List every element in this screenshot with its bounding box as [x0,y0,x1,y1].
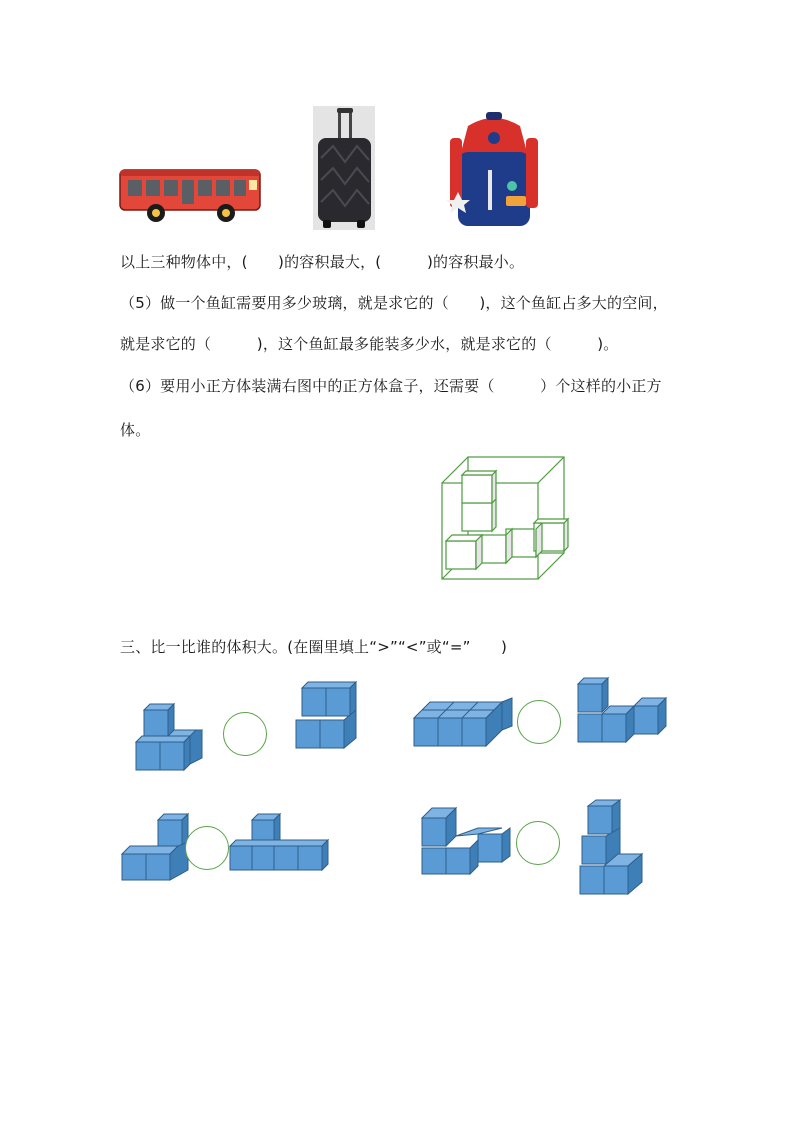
cube-figure-3-left [120,810,192,882]
question-volume-compare: 以上三种物体中，( )的容积最大，( )的容积最小。 [120,253,525,271]
question-6-line-2: 体。 [120,421,151,439]
cube-figure-2-right [574,672,668,744]
question-5-line-1: （5）做一个鱼缸需要用多少玻璃，就是求它的（ )，这个鱼缸占多大的空间， [120,294,668,312]
question-6-line-1: （6）要用小正方体装满右图中的正方体盒子，还需要（ ）个这样的小正方 [120,377,662,395]
compare-circle-1[interactable] [223,712,267,756]
section-3-title: 三、比一比谁的体积大。(在圈里填上“>”“<”或“=” ) [120,638,508,656]
question-5-line-2: 就是求它的（ )，这个鱼缸最多能装多少水，就是求它的（ )。 [120,335,619,353]
suitcase-photo [313,106,375,230]
bus-illustration [118,166,264,226]
cube-figure-4-right [578,798,648,896]
cube-figure-4-left [418,802,512,876]
cube-figure-2-left [412,696,516,750]
cube-figure-1-right [294,678,364,750]
cube-box-diagram [440,455,570,581]
cube-figure-3-right [228,812,332,872]
compare-circle-3[interactable] [185,826,229,870]
backpack-photo [446,108,542,230]
cube-figure-1-left [132,702,206,774]
compare-circle-2[interactable] [517,700,561,744]
compare-circle-4[interactable] [516,821,560,865]
